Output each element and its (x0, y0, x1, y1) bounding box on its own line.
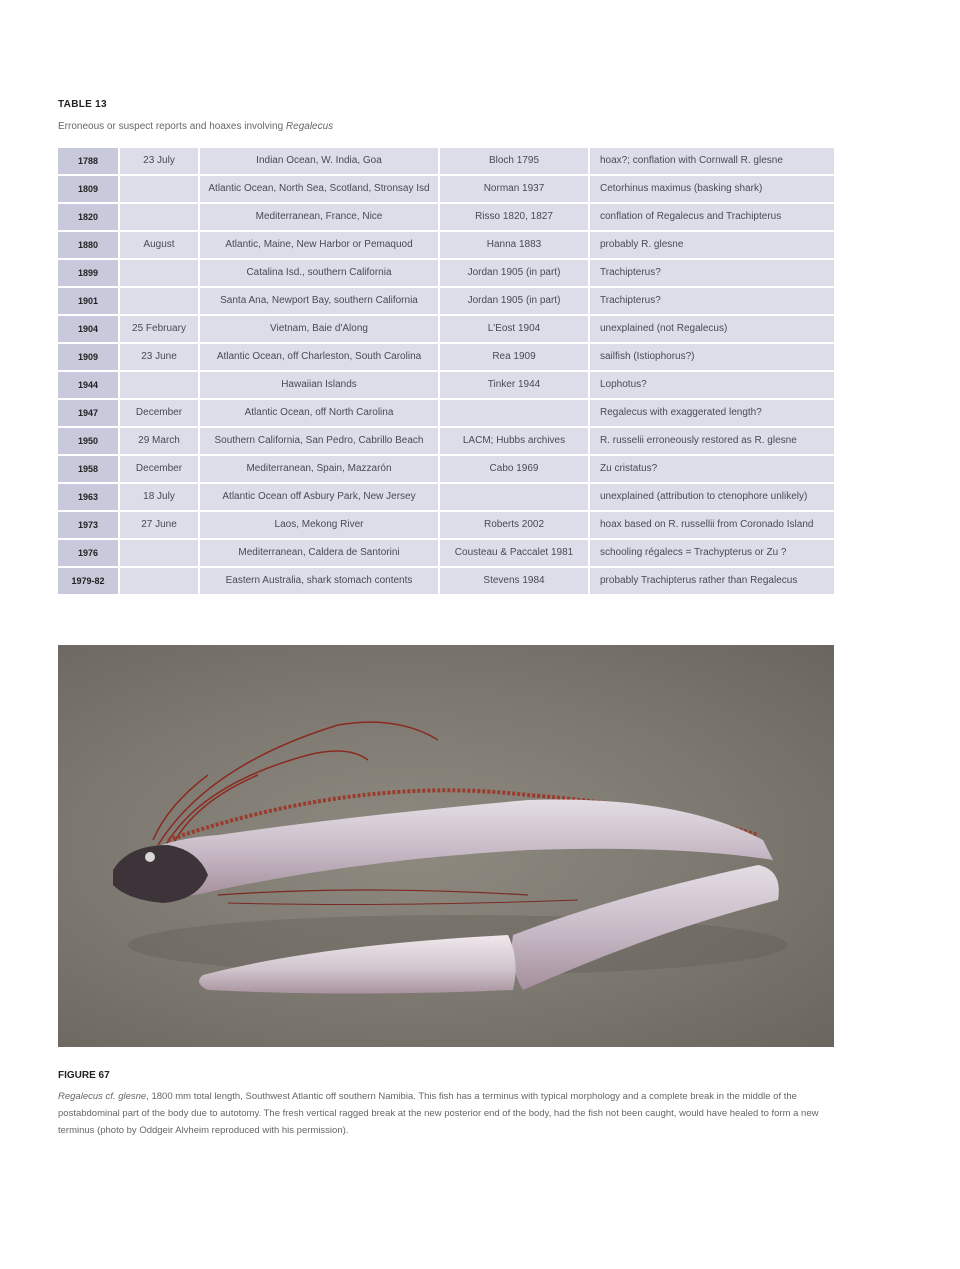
cell-location: Atlantic Ocean, off North Carolina (200, 400, 440, 426)
table-caption-text: Erroneous or suspect reports and hoaxes involving (58, 121, 286, 132)
cell-location: Atlantic Ocean, North Sea, Scotland, Stronsay Isd (200, 176, 440, 202)
oarfish-illustration (58, 645, 834, 1047)
cell-location: Santa Ana, Newport Bay, southern California (200, 288, 440, 314)
table-label: TABLE 13 (58, 99, 107, 110)
cell-source (440, 484, 590, 510)
cell-location: Laos, Mekong River (200, 512, 440, 538)
cell-year: 1976 (58, 540, 120, 566)
cell-note: conflation of Regalecus and Trachipterus (590, 204, 834, 230)
cell-year: 1820 (58, 204, 120, 230)
cell-note: probably R. glesne (590, 232, 834, 258)
cell-note: sailfish (Istiophorus?) (590, 344, 834, 370)
cell-year: 1904 (58, 316, 120, 342)
table-caption-genus: Regalecus (285, 121, 334, 132)
cell-date (120, 568, 200, 594)
table-row (58, 484, 834, 510)
table-row (58, 260, 834, 286)
cell-year: 1909 (58, 344, 120, 370)
cell-source: Jordan 1905 (in part) (440, 288, 590, 314)
cell-date: 29 March (120, 428, 200, 454)
cell-date: 23 June (120, 344, 200, 370)
cell-source: Risso 1820, 1827 (440, 204, 590, 230)
cell-source: Hanna 1883 (440, 232, 590, 258)
cell-year: 1788 (58, 148, 120, 174)
cell-source (440, 400, 590, 426)
cell-source: Jordan 1905 (in part) (440, 260, 590, 286)
cell-year: 1958 (58, 456, 120, 482)
cell-date: December (120, 456, 200, 482)
table-row (58, 204, 834, 230)
cell-year: 1880 (58, 232, 120, 258)
cell-date (120, 204, 200, 230)
cell-note: unexplained (attribution to ctenophore unlikely) (590, 484, 834, 510)
table-row (58, 540, 834, 566)
cell-source: L'Eost 1904 (440, 316, 590, 342)
table-row (58, 344, 834, 370)
cell-year: 1899 (58, 260, 120, 286)
cell-year: 1947 (58, 400, 120, 426)
cell-year: 1901 (58, 288, 120, 314)
figure-label: FIGURE 67 (58, 1070, 110, 1081)
reports-table-body (58, 148, 834, 594)
table-row (58, 400, 834, 426)
cell-date (120, 176, 200, 202)
cell-source: Bloch 1795 (440, 148, 590, 174)
cell-source: Tinker 1944 (440, 372, 590, 398)
cell-note: probably Trachipterus rather than Regalecus (590, 568, 834, 594)
table-row (58, 428, 834, 454)
cell-note: hoax based on R. russellii from Coronado Island (590, 512, 834, 538)
cell-date: 25 February (120, 316, 200, 342)
cell-note: R. russelii erroneously restored as R. glesne (590, 428, 834, 454)
cell-note: hoax?; conflation with Cornwall R. glesne (590, 148, 834, 174)
cell-date: 18 July (120, 484, 200, 510)
cell-date (120, 288, 200, 314)
table-row (58, 568, 834, 594)
cell-source: Norman 1937 (440, 176, 590, 202)
reports-table (58, 146, 834, 596)
cell-note: Trachipterus? (590, 288, 834, 314)
figure-caption (58, 1088, 834, 1139)
cell-note: Trachipterus? (590, 260, 834, 286)
table-row (58, 232, 834, 258)
cell-date: 23 July (120, 148, 200, 174)
cell-note: schooling régalecs = Trachypterus or Zu ? (590, 540, 834, 566)
cell-year: 1979-82 (58, 568, 120, 594)
cell-location: Mediterranean, France, Nice (200, 204, 440, 230)
table-row (58, 316, 834, 342)
cell-year: 1963 (58, 484, 120, 510)
cell-note: unexplained (not Regalecus) (590, 316, 834, 342)
cell-date: 27 June (120, 512, 200, 538)
cell-location: Eastern Australia, shark stomach contents (200, 568, 440, 594)
cell-date: December (120, 400, 200, 426)
cell-location: Catalina Isd., southern California (200, 260, 440, 286)
cell-note: Zu cristatus? (590, 456, 834, 482)
table-row (58, 176, 834, 202)
cell-source: Cousteau & Paccalet 1981 (440, 540, 590, 566)
cell-location: Vietnam, Baie d'Along (200, 316, 440, 342)
figure-caption-species: Regalecus cf. glesne (58, 1091, 147, 1102)
cell-note: Lophotus? (590, 372, 834, 398)
cell-location: Atlantic Ocean, off Charleston, South Carolina (200, 344, 440, 370)
cell-date (120, 260, 200, 286)
cell-location: Southern California, San Pedro, Cabrillo Beach (200, 428, 440, 454)
cell-year: 1973 (58, 512, 120, 538)
table-caption (58, 121, 333, 132)
table-row (58, 512, 834, 538)
table-row (58, 456, 834, 482)
cell-note: Regalecus with exaggerated length? (590, 400, 834, 426)
cell-year: 1950 (58, 428, 120, 454)
figure-caption-text: , 1800 mm total length, Southwest Atlantic off southern Namibia. This fish has a terminus with typical morphology and a complete break in the middle of the postabdominal part of the body due to autotomy. The fresh vertical ragged break at the new posterior end of the body, had the fish not been caught, would have healed to form a new terminus (photo by Oddgeir Alvheim reproduced with his permission). (58, 1091, 819, 1136)
cell-source: Rea 1909 (440, 344, 590, 370)
cell-source: Stevens 1984 (440, 568, 590, 594)
cell-date (120, 372, 200, 398)
oarfish-photo (58, 645, 834, 1047)
cell-year: 1944 (58, 372, 120, 398)
cell-location: Atlantic, Maine, New Harbor or Pemaquod (200, 232, 440, 258)
cell-location: Hawaiian Islands (200, 372, 440, 398)
cell-location: Indian Ocean, W. India, Goa (200, 148, 440, 174)
table-row (58, 288, 834, 314)
table-row (58, 372, 834, 398)
cell-note: Cetorhinus maximus (basking shark) (590, 176, 834, 202)
cell-source: Roberts 2002 (440, 512, 590, 538)
cell-date (120, 540, 200, 566)
cell-date: August (120, 232, 200, 258)
table-row (58, 148, 834, 174)
cell-year: 1809 (58, 176, 120, 202)
cell-source: Cabo 1969 (440, 456, 590, 482)
cell-location: Mediterranean, Caldera de Santorini (200, 540, 440, 566)
cell-source: LACM; Hubbs archives (440, 428, 590, 454)
cell-location: Mediterranean, Spain, Mazzarón (200, 456, 440, 482)
cell-location: Atlantic Ocean off Asbury Park, New Jersey (200, 484, 440, 510)
